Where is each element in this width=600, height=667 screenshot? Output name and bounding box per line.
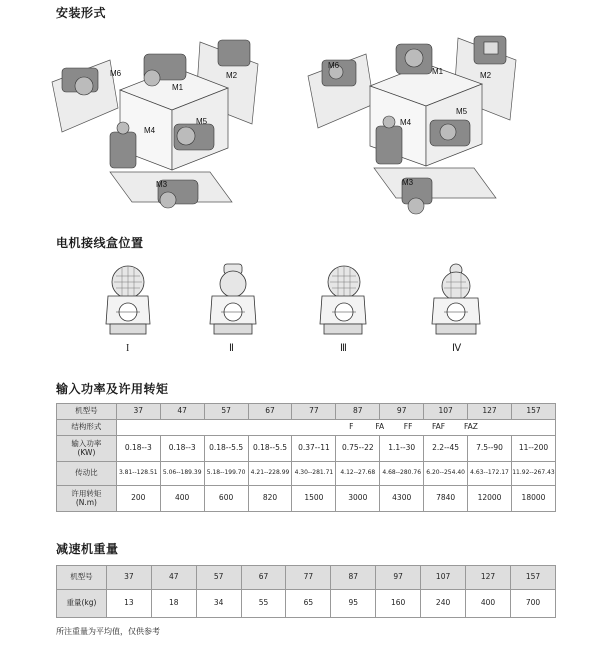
mount-label-m3-right: M3 [402,178,414,187]
weight-cell: 18 [151,590,196,618]
weight-cell: 700 [510,590,555,618]
table-row [57,566,556,590]
terminal-position-2-diagram [200,262,270,342]
torque-cell: 3000 [336,486,380,512]
power-cell: 11--200 [511,436,555,462]
row-header-torque: 许用转矩 (N.m) [57,486,117,512]
mount-label-m2: M2 [226,71,238,80]
model-cell: 87 [336,404,380,420]
torque-cell: 600 [204,486,248,512]
torque-cell: 820 [248,486,292,512]
ratio-cell: 3.81--128.51 [116,462,160,486]
row-header-structure: 结构形式 [57,420,117,436]
table-row [57,486,556,512]
ratio-cell: 5.06--189.39 [160,462,204,486]
terminal-position-1-label: I [126,343,130,354]
model-cell: 127 [468,404,512,420]
weight-cell: 95 [331,590,376,618]
power-torque-table [56,403,556,512]
row-header-model: 机型号 [57,566,107,590]
row-header-weight: 重量(kg) [57,590,107,618]
mounting-diagram-left [40,20,270,230]
model-cell: 47 [151,566,196,590]
row-header-ratio: 传动比 [57,462,117,486]
weight-cell: 55 [241,590,286,618]
model-cell: 37 [106,566,151,590]
mount-label-m5: M5 [196,117,208,126]
mount-label-m2-right: M2 [480,71,492,80]
terminal-box-title: 电机接线盒位置 [56,236,144,250]
torque-cell: 1500 [292,486,336,512]
table-row [57,420,556,436]
weight-cell: 65 [286,590,331,618]
weight-cell: 240 [421,590,466,618]
ratio-cell: 5.18--199.70 [204,462,248,486]
weight-cell: 34 [196,590,241,618]
terminal-position-3-diagram [308,262,378,342]
torque-cell: 12000 [468,486,512,512]
model-cell: 157 [510,566,555,590]
weight-title: 减速机重量 [56,542,119,556]
weight-cell: 160 [376,590,421,618]
mount-label-m1-right: M1 [432,67,444,76]
table-row [57,404,556,420]
weight-cell: 400 [466,590,511,618]
model-cell: 57 [204,404,248,420]
mount-label-m3: M3 [156,180,168,189]
terminal-position-4-diagram [420,262,490,342]
model-cell: 107 [424,404,468,420]
model-cell: 57 [196,566,241,590]
ratio-cell: 4.30--281.71 [292,462,336,486]
torque-cell: 18000 [511,486,555,512]
model-cell: 157 [511,404,555,420]
structure-types-cell [116,420,555,436]
power-cell: 1.1--30 [380,436,424,462]
model-cell: 97 [380,404,424,420]
model-cell: 67 [241,566,286,590]
ratio-cell: 4.68--280.76 [380,462,424,486]
structure-type: F [349,422,354,432]
mounting-title: 安装形式 [56,6,107,20]
weight-note: 所注重量为平均值，仅供参考 [56,627,160,636]
terminal-position-4-label: Ⅳ [452,343,462,354]
mount-label-m6-right: M6 [328,61,340,70]
power-cell: 0.75--22 [336,436,380,462]
terminal-position-1-diagram [96,262,166,342]
weight-cell: 13 [106,590,151,618]
power-cell: 0.37--11 [292,436,336,462]
structure-type: FA [375,422,385,432]
power-cell: 0.18--5.5 [248,436,292,462]
terminal-position-3-label: Ⅲ [340,343,347,354]
ratio-cell: 4.63--172.17 [468,462,512,486]
mount-label-m5-right: M5 [456,107,468,116]
weight-table [56,565,556,618]
torque-cell: 7840 [424,486,468,512]
torque-cell: 4300 [380,486,424,512]
row-header-model: 机型号 [57,404,117,420]
power-torque-title: 输入功率及许用转矩 [56,382,169,396]
mounting-diagram-right [298,20,528,230]
table-row [57,462,556,486]
table-row [57,590,556,618]
mount-label-m4-right: M4 [400,118,412,127]
power-cell: 7.5--90 [468,436,512,462]
model-cell: 67 [248,404,292,420]
table-row [57,436,556,462]
model-cell: 97 [376,566,421,590]
ratio-cell: 11.92--267.43 [511,462,555,486]
ratio-cell: 4.12--27.68 [336,462,380,486]
mount-label-m4: M4 [144,126,156,135]
mount-label-m6: M6 [110,69,122,78]
model-cell: 37 [116,404,160,420]
power-cell: 0.18--3 [116,436,160,462]
model-cell: 127 [466,566,511,590]
ratio-cell: 4.21--228.99 [248,462,292,486]
structure-type: FAZ [463,422,478,432]
torque-cell: 200 [116,486,160,512]
model-cell: 47 [160,404,204,420]
row-header-power: 输入功率 (KW) [57,436,117,462]
structure-type: FAF [431,422,446,432]
model-cell: 77 [292,404,336,420]
model-cell: 107 [421,566,466,590]
terminal-position-2-label: Ⅱ [229,343,234,354]
model-cell: 77 [286,566,331,590]
power-cell: 0.18--5.5 [204,436,248,462]
power-cell: 2.2--45 [424,436,468,462]
structure-type: FF [403,422,413,432]
mount-label-m1: M1 [172,83,184,92]
torque-cell: 400 [160,486,204,512]
power-cell: 0.18--3 [160,436,204,462]
model-cell: 87 [331,566,376,590]
ratio-cell: 6.20--254.40 [424,462,468,486]
